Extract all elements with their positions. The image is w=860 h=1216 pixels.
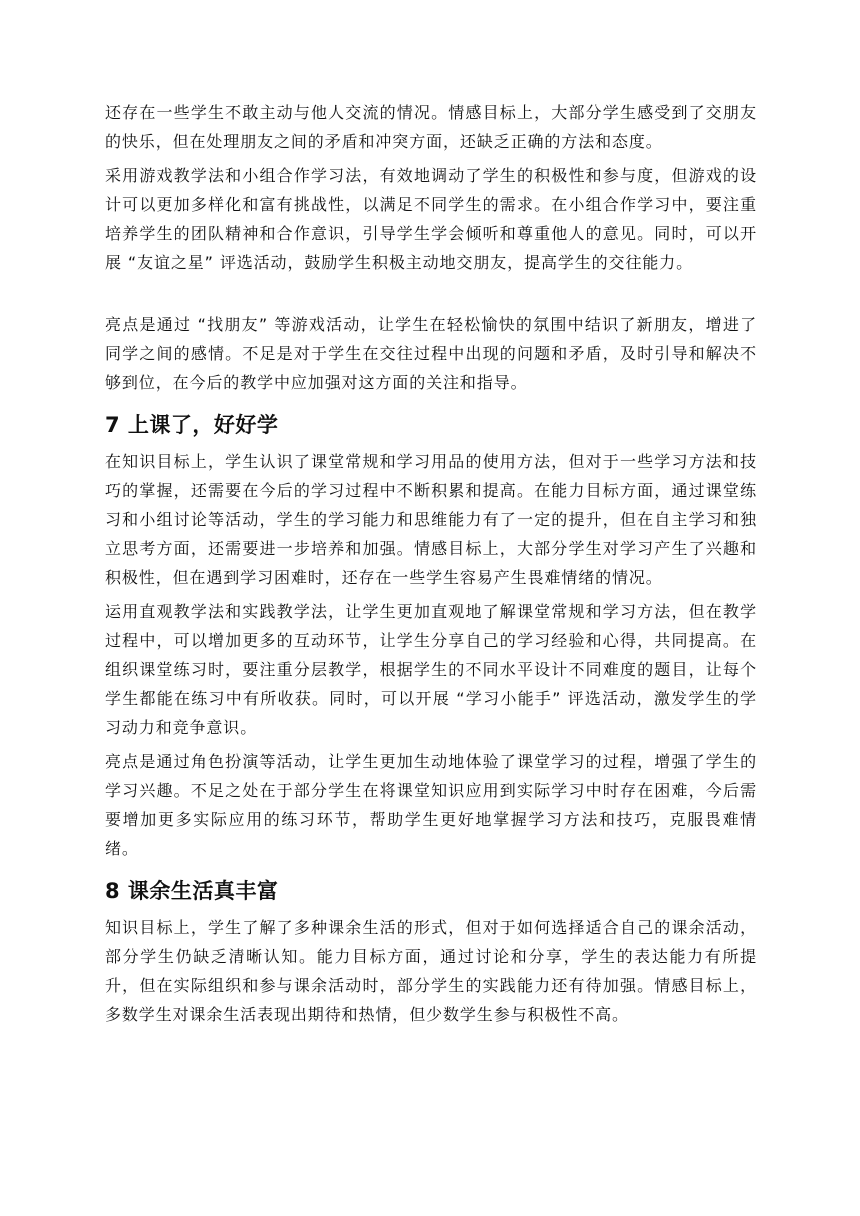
section-7-paragraph-goals: 在知识目标上，学生认识了课堂常规和学习用品的使用方法，但对于一些学习方法和技巧的掌握，还需要在今后的学习过程中不断积累和提高。在能力目标方面，通过课堂练习和小组讨论等活动，学生的学习能力和思维能力有了一定的提升，但在自主学习和独立思考方面，还需要进一步培养和加强。情感目标上，大部分学生对学习产生了兴趣和积极性，但在遇到学习困难时，还存在一些学生容易产生畏难情绪的情况。	[105, 452, 757, 587]
section-8-paragraph-goals: 知识目标上，学生了解了多种课余生活的形式，但对于如何选择适合自己的课余活动，部分学生仍缺乏清晰认知。能力目标方面，通过讨论和分享，学生的表达能力有所提升，但在实际组织和参与课余活动时，部分学生的实践能力还有待加强。情感目标上，多数学生对课余生活表现出期待和热情，但少数学生参与积极性不高。	[105, 918, 757, 1024]
paragraph-interaction-goals: 还存在一些学生不敢主动与他人交流的情况。情感目标上，大部分学生感受到了交朋友的快乐，但在处理朋友之间的矛盾和冲突方面，还缺乏正确的方法和态度。	[105, 103, 757, 151]
section-7-paragraph-highlights: 亮点是通过角色扮演等活动，让学生更加生动地体验了课堂学习的过程，增强了学生的学习兴趣。不足之处在于部分学生在将课堂知识应用到实际学习中时存在困难，今后需要增加更多实际应用的练习环节，帮助学生更好地掌握学习方法和技巧，克服畏难情绪。	[105, 752, 757, 858]
paragraph-highlights: 亮点是通过 “找朋友” 等游戏活动，让学生在轻松愉快的氛围中结识了新朋友，增进了同学之间的感情。不足是对于学生在交往过程中出现的问题和矛盾，及时引导和解决不够到位，在今后的教学中应加强对这方面的关注和指导。	[105, 315, 757, 392]
section-8-heading: 8 课余生活真丰富	[105, 879, 279, 903]
section-7-heading: 7 上课了，好好学	[105, 413, 279, 437]
section-7-paragraph-methods: 运用直观教学法和实践教学法，让学生更加直观地了解课堂常规和学习方法，但在教学过程中，可以增加更多的互动环节，让学生分享自己的学习经验和心得，共同提高。在组织课堂练习时，要注重分层教学，根据学生的不同水平设计不同难度的题目，让每个学生都能在练习中有所收获。同时，可以开展 “学习小能手” 评选活动，激发学生的学习动力和竞争意识。	[105, 602, 757, 737]
document-page	[105, 98, 757, 1029]
paragraph-teaching-methods: 采用游戏教学法和小组合作学习法，有效地调动了学生的积极性和参与度，但游戏的设计可以更加多样化和富有挑战性，以满足不同学生的需求。在小组合作学习中，要注重培养学生的团队精神和合作意识，引导学生学会倾听和尊重他人的意见。同时，可以开展 “友谊之星” 评选活动，鼓励学生积极主动地交朋友，提高学生的交往能力。	[105, 166, 757, 272]
